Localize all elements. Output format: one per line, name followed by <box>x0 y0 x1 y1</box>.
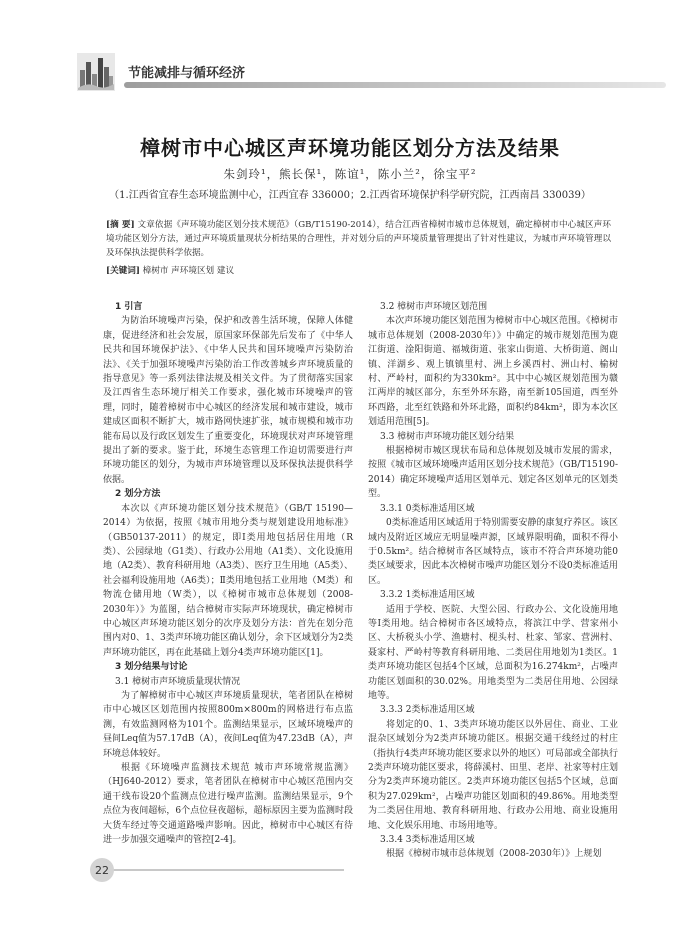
body-paragraph: 本次以《声环境功能区划分技术规范》（GB/T 15190—2014）为依据，按照《城市用地分类与规划建设用地标准》（GB50137-2011）的规定，即Ⅰ类用地包括居住用地（R类）、公园绿地（G1类）、行政办公用地（A1类）、文化设施用地（A2类）、教育科研用地（A3类）、医疗卫生用地（A5类）、社会福利设施用地（A6类）；Ⅱ类用地包括工业用地（M类）和物流仓储用地（W类），以《樟树市城市总体规划（2008-2030年）》为蓝图，结合樟树市实际声环境现状，确定樟树市中心城区声环境功能区划分的次序及划分方法：首先在划分范围内对0、1、3类声环境功能区确认划分，余下区域划分为2类声环境功能区，再在此基础上划分4类声环境功能区[1]。 <box>103 503 353 658</box>
body-paragraph: 根据《樟树市城市总体规划（2008-2030年）》上规划 <box>386 849 602 860</box>
footer-line <box>102 869 344 871</box>
subsection-heading: 3.3.2 1类标准适用区域 <box>380 590 475 601</box>
header-decor-bar <box>124 82 666 88</box>
left-column <box>103 300 353 847</box>
subsection-heading: 3.3.1 0类标准适用区域 <box>380 503 475 514</box>
article-affiliation: （1.江西省宜春生态环境监测中心，江西宜春 336000；2.江西省环境保护科学研究院，江西南昌 330039） <box>109 190 591 201</box>
section-title: 节能减排与循环经济 <box>128 66 246 81</box>
section-heading: 1 引言 <box>115 302 143 312</box>
subsection-heading: 3.3.4 3类标准适用区域 <box>380 835 475 846</box>
subsection-heading: 3.1 樟树市声环境质量现状情况 <box>115 676 241 687</box>
right-column <box>368 300 618 862</box>
subsection-heading: 3.2 樟树市声环境区划范围 <box>380 302 488 312</box>
keywords-label: [关键词] <box>106 266 140 276</box>
abstract-label: [摘 要] <box>106 220 135 230</box>
abstract-text: 文章依据《声环境功能区划分技术规范》（GB/T15190-2014），结合江西省樟树市城市总体规划，确定樟树市中心城区声环境功能区划分方法，通过声环境质量现状分析结果的合理性，并对划分后的声环境质量管理提出了针对性建议，为城市声环境管理以及环保执法提供科学依据。 <box>106 220 612 258</box>
abstract <box>106 219 611 260</box>
body-paragraph: 0类标准适用区域适用于特别需要安静的康复疗养区。该区域内及附近区域应无明显噪声源，区域界限明确，面积不得小于0.5km²。结合樟树市各区域特点，该市不符合声环境功能0类区域要求，因此本次樟树市噪声功能区划分不设0类标准适用区。 <box>368 518 618 586</box>
body-paragraph: 本次声环境功能区划范围为樟树市中心城区范围。《樟树市城市总体规划（2008-2030年）》中确定的城市规划范围为鹿江街道、淦阳街道、福城街道、张家山街道、大桥街道、阁山镇、洋湖乡、观上镇镇里村、洲上乡溪西村、洲山村、榆树村、严岭村，面积约为330km²。其中中心城区规划范围为赣江两岸的城区部分，东至外环东路，南至新105国道，西至外环西路，北至红铁路和外环北路，面积约84km²，即为本次区划适用范围[5]。 <box>368 316 618 428</box>
article-title: 樟树市中心城区声环境功能区划分方法及结果 <box>140 136 560 160</box>
keywords-text: 樟树市 声环境区划 建议 <box>142 266 235 276</box>
section-heading: 2 划分方法 <box>115 489 161 500</box>
body-paragraph: 根据樟树市城区现状布局和总体规划及城市发展的需求，按照《城市区域环境噪声适用区划分技术规范》（GB/T15190-2014）确定环境噪声适用区划单元、划定各区划单元的区划类型。 <box>368 446 618 500</box>
subsection-heading: 3.3.3 2类标准适用区域 <box>380 705 475 716</box>
keywords <box>106 264 611 276</box>
city-skyline-icon <box>76 52 116 92</box>
body-paragraph: 将划定的0、1、3类声环境功能区以外居住、商业、工业混杂区域划分为2类声环境功能区。根据交通干线经过的村庄（指执行4类声环境功能区要求以外的地区）可局部或全部执行2类声环境功能区要求，将薛溪村、田里、老岸、社家等村庄划分为2类声环境功能区。2类声环境功能区包括5个区域，总面积为27.029km²，占噪声功能区划面积的49.86%。用地类型为二类居住用地、教育科研用地、行政办公用地、商业设施用地、文化娱乐用地、市场用地等。 <box>368 719 618 831</box>
section-header <box>76 52 666 100</box>
section-heading: 3 划分结果与讨论 <box>115 662 188 673</box>
page-number: 22 <box>90 858 114 882</box>
body-paragraph: 为防治环境噪声污染，保护和改善生活环境，保障人体健康，促进经济和社会发展，原国家环保部先后发布了《中华人民共和国环境保护法》、《中华人民共和国环境噪声污染防治法》、《关于加强环境噪声污染防治工作改善城乡声环境质量的指导意见》等一系列法律法规及相关文件。为了贯彻落实国家及江西省生态环境厅相关工作要求，强化城市环境噪声的管理，同时，随着樟树市中心城区的经济发展和城市建设，城市建成区面积不断扩大，城市路网快速扩张，城市规模和城市功能布局以及行政区划发生了重要变化，环境现状对声环境管理提出了新的要求。鉴于此，环境生态管理工作迫切需要进行声环境功能区的划分，为城市声环境管理以及环保执法提供科学依据。 <box>103 316 353 485</box>
body-paragraph: 根据《环境噪声监测技术规范 城市声环境常规监测》（HJ640-2012）要求，笔者团队在樟树市中心城区范围内交通干线布设20个监测点位进行噪声监测。监测结果显示，9个点位为夜间超标，6个点位昼夜超标，超标原因主要为监测时段大货车经过等交通道路噪声影响。因此，樟树市中心城区有待进一步加强交通噪声的管控[2-4]。 <box>103 763 353 846</box>
body-paragraph: 为了解樟树市中心城区声环境质量现状，笔者团队在樟树市中心城区区划范围内按照800m×800m的网格进行布点监测，有效监测网格为101个。监测结果显示，区域环境噪声的昼间Leq值为57.17dB（A），夜间Leq值为47.23dB（A），声环境总体较好。 <box>103 690 353 759</box>
subsection-heading: 3.3 樟树市声环境功能区划分结果 <box>380 431 515 442</box>
article-authors: 朱剑玲¹，熊长保¹，陈谊¹，陈小兰²，徐宝平² <box>223 167 477 181</box>
body-paragraph: 适用于学校、医院、大型公园、行政办公、文化设施用地等Ⅰ类用地。结合樟树市各区域特点，将滨江中学、营家州小区、大桥税头小学、渔塘村、枧头村、杜家、邹家、营洲村、聂家村、严岭村等教育科研用地、二类居住用地划为1类区。1类声环境功能区包括4个区域，总面积为16.274km²，占噪声功能区划面积的30.02%。用地类型为二类居住用地、公园绿地等。 <box>368 604 618 701</box>
